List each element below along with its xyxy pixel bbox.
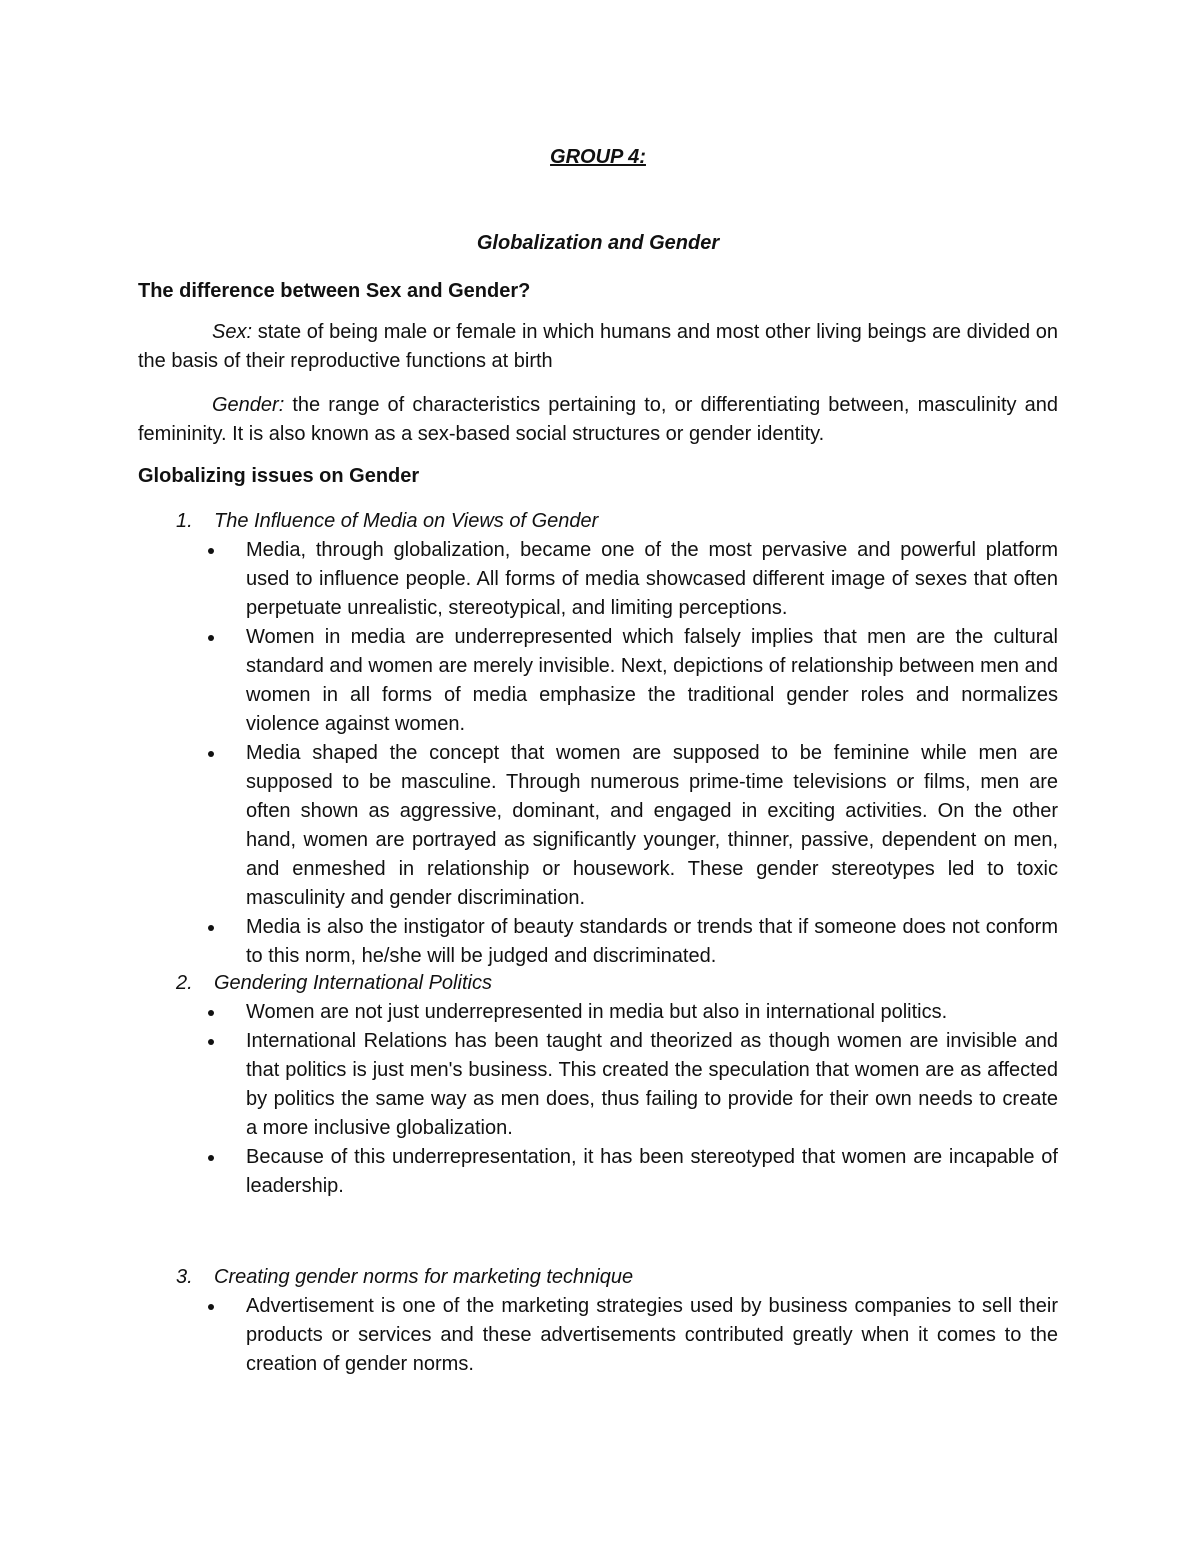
- list-item: [246, 1027, 1058, 1143]
- section-heading-issues: Globalizing issues on Gender: [138, 465, 420, 487]
- list-item-text: Women in media are underrepresented which falsely implies that men are the cultural standard and women are merely invisible. Next, depictions of relationship between men and women in all forms of media emphasize the traditional gender roles and normalizes violence against women.: [246, 626, 1058, 735]
- list-item-text: Media shaped the concept that women are supposed to be feminine while men are supposed to be masculine. Through numerous prime-time televisions or films, men are often shown as aggressive, dominant, and engaged in exciting activities. On the other hand, women are portrayed as significantly younger, thinner, passive, dependent on men, and enmeshed in relationship or housework. These gender stereotypes led to toxic masculinity and gender discrimination.: [246, 742, 1058, 909]
- list-item-text: Women are not just underrepresented in media but also in international politics.: [246, 1001, 948, 1023]
- bullet-icon: [208, 1010, 214, 1016]
- definition-sex-term: Sex:: [212, 321, 253, 343]
- list-item: [246, 1292, 1058, 1379]
- topic-title: [138, 507, 598, 536]
- bullet-icon: [208, 925, 214, 931]
- bullet-icon: [208, 1155, 214, 1161]
- topic-title-text: The Influence of Media on Views of Gender: [214, 510, 599, 532]
- topic-title-text: Creating gender norms for marketing technique: [214, 1266, 634, 1288]
- list-item-text: Media, through globalization, became one of the most pervasive and powerful platform used to influence people. All forms of media showcased different image of sexes that often perpetuate unrealistic, stereotypical, and limiting perceptions.: [246, 539, 1058, 619]
- topic-number: 2.: [176, 972, 193, 994]
- bullet-icon: [208, 1304, 214, 1310]
- document-page: [138, 0, 1058, 1553]
- group-title: GROUP 4:: [550, 146, 646, 168]
- list-item-text: Media is also the instigator of beauty standards or trends that if someone does not conform to this norm, he/she will be judged and discriminated.: [246, 916, 1058, 967]
- bullet-list: [246, 1292, 1058, 1379]
- topic-title-text: Gendering International Politics: [214, 972, 492, 994]
- definition-sex-text: state of being male or female in which humans and most other living beings are divided on the basis of their reproductive functions at birth: [138, 321, 1058, 372]
- bullet-icon: [208, 635, 214, 641]
- bullet-icon: [208, 751, 214, 757]
- list-item: [246, 536, 1058, 623]
- bullet-icon: [208, 548, 214, 554]
- list-item-text: International Relations has been taught and theorized as though women are invisible and that politics is just men's business. This created the speculation that women are as affected by politics the same way as men does, thus failing to provide for their own needs to create a more inclusive globalization.: [246, 1030, 1058, 1139]
- bullet-list: [246, 998, 1058, 1201]
- topic-number: 1.: [176, 510, 193, 532]
- section-heading-difference: The difference between Sex and Gender?: [138, 280, 531, 302]
- definition-gender-text: the range of characteristics pertaining to, or differentiating between, masculinity and femininity. It is also known as a sex-based social structures or gender identity.: [138, 394, 1058, 445]
- document-title: Globalization and Gender: [476, 232, 720, 254]
- list-item: [246, 623, 1058, 739]
- topic-title: [138, 1263, 633, 1292]
- bullet-list: [246, 536, 1058, 971]
- topic-number: 3.: [176, 1266, 193, 1288]
- bullet-icon: [208, 1039, 214, 1045]
- definition-sex: [138, 318, 1058, 376]
- list-item: [246, 1143, 1058, 1201]
- list-item: [246, 913, 1058, 971]
- topic-title: [138, 969, 492, 998]
- list-item-text: Because of this underrepresentation, it has been stereotyped that women are incapable of leadership.: [246, 1146, 1058, 1197]
- definition-gender: [138, 391, 1058, 449]
- list-item-text: Advertisement is one of the marketing strategies used by business companies to sell their products or services and these advertisements contributed greatly when it comes to the creation of gender norms.: [246, 1295, 1058, 1375]
- list-item: [246, 739, 1058, 913]
- list-item: [246, 998, 1058, 1027]
- definition-gender-term: Gender:: [212, 394, 285, 416]
